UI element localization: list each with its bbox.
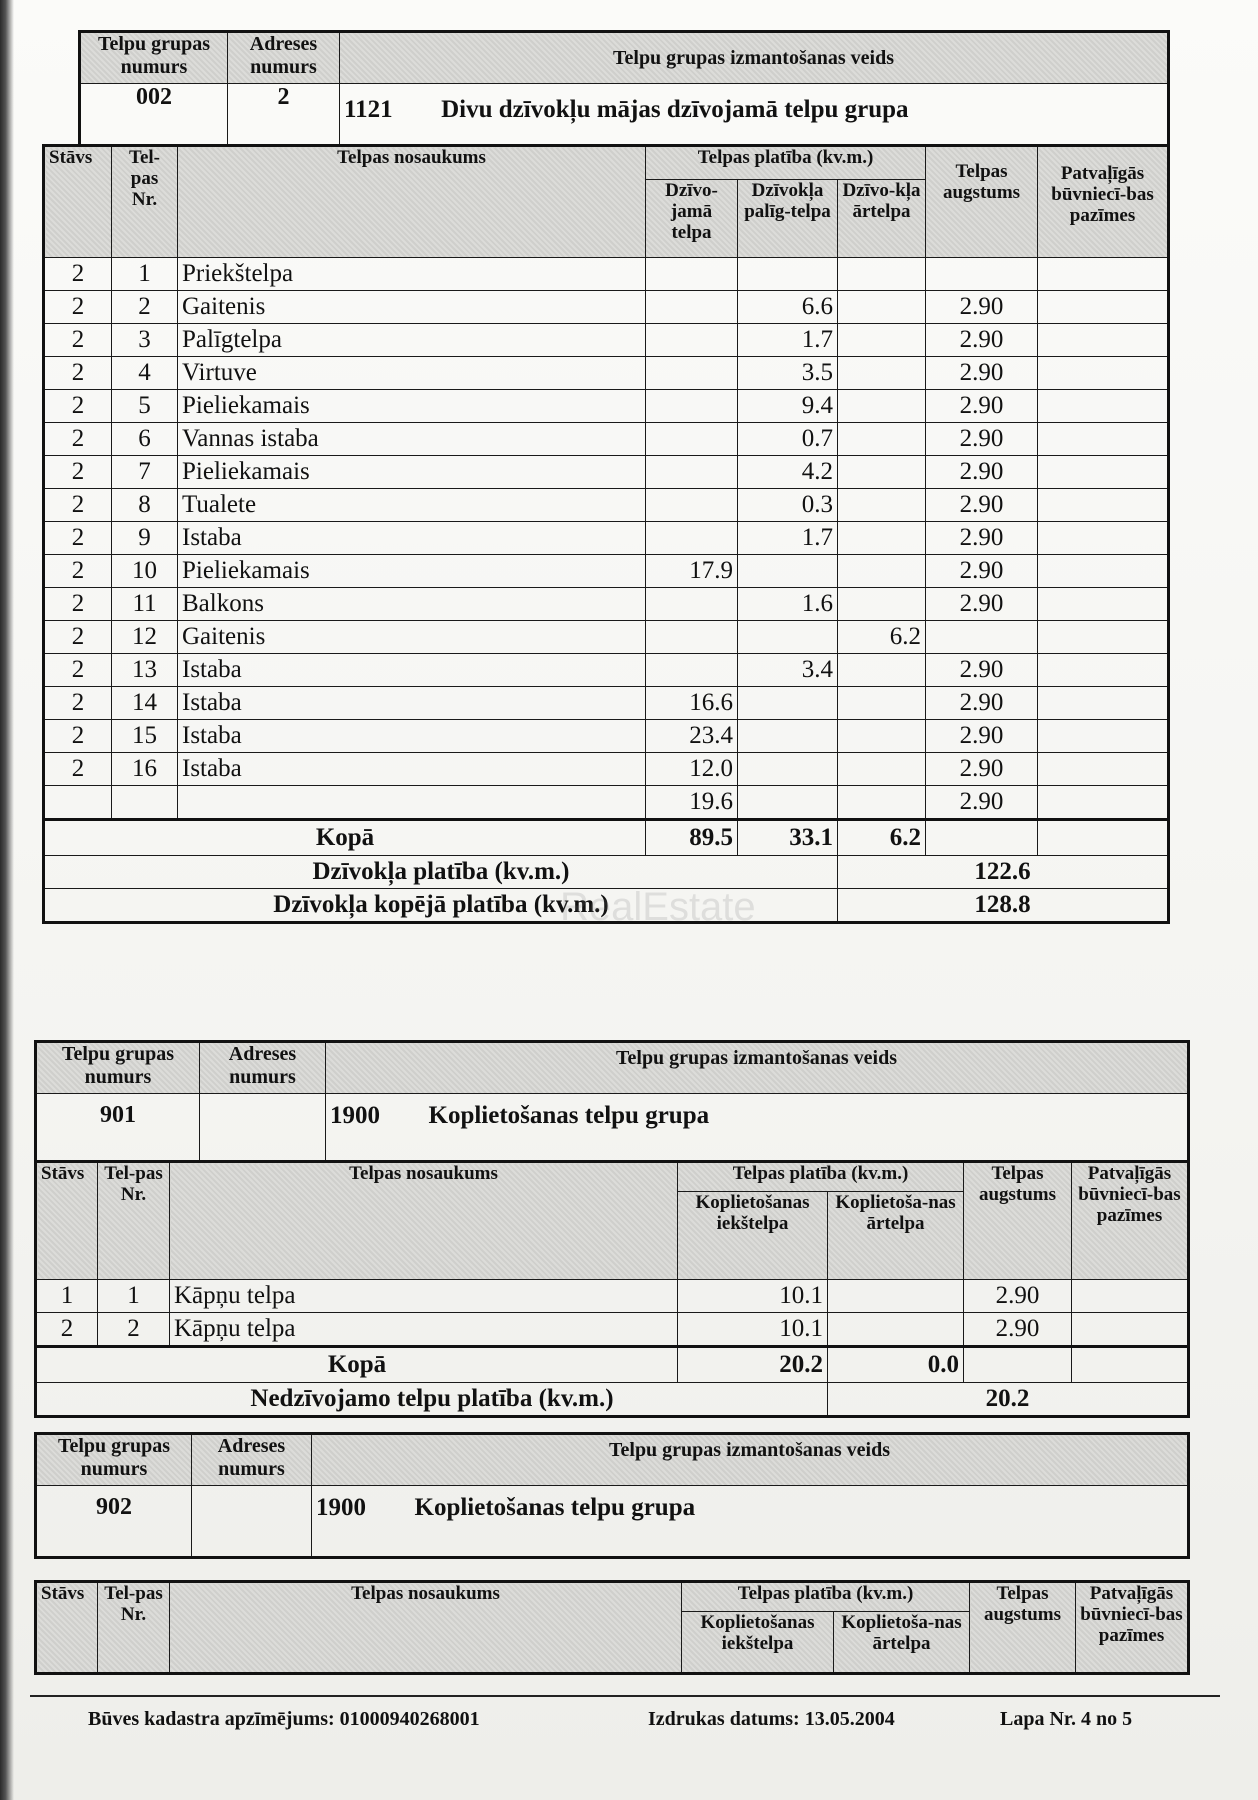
- unauthorized-cell: [1038, 324, 1169, 357]
- hdr-address-number: Adreses numurs: [192, 1434, 312, 1486]
- col-room-no: Tel-pas Nr.: [98, 1582, 170, 1674]
- col-room-no: Tel-pas Nr.: [112, 146, 178, 258]
- table-row: [44, 489, 1169, 522]
- floor-cell: 2: [44, 291, 112, 324]
- table-row: [44, 324, 1169, 357]
- floor-cell: 1: [36, 1280, 98, 1313]
- unauthorized-cell: [1038, 786, 1169, 820]
- aux-area-cell: [738, 753, 838, 786]
- unauthorized-cell: [1072, 1280, 1189, 1313]
- table-row: [44, 357, 1169, 390]
- table-row: [44, 258, 1169, 291]
- address-number-value: 2: [228, 84, 340, 146]
- room-number-cell: 16: [112, 753, 178, 786]
- aux-area-cell: 9.4: [738, 390, 838, 423]
- room-name-cell: Vannas istaba: [178, 423, 646, 456]
- living-area-cell: [646, 654, 738, 687]
- floor-cell: 2: [44, 687, 112, 720]
- floor-cell: 2: [44, 456, 112, 489]
- aux-area-cell: 3.5: [738, 357, 838, 390]
- room-name-cell: Pieliekamais: [178, 456, 646, 489]
- height-cell: 2.90: [926, 720, 1038, 753]
- room-number-cell: 3: [112, 324, 178, 357]
- height-cell: 2.90: [926, 291, 1038, 324]
- height-cell: 2.90: [926, 588, 1038, 621]
- room-name-cell: Virtuve: [178, 357, 646, 390]
- col-room-name: Telpas nosaukums: [170, 1582, 682, 1674]
- floor-cell: 2: [44, 258, 112, 291]
- usage-text: Divu dzīvokļu mājas dzīvojamā telpu grupa: [441, 96, 909, 123]
- col-height: Telpas augstums: [926, 146, 1038, 258]
- aux-area-cell: 1.7: [738, 522, 838, 555]
- table-row: [44, 291, 1169, 324]
- address-number-value: [192, 1486, 312, 1558]
- col-area-living: Dzīvo-jamā telpa: [646, 180, 738, 258]
- height-cell: 2.90: [926, 456, 1038, 489]
- room-name-cell: Pieliekamais: [178, 555, 646, 588]
- living-area-cell: [646, 522, 738, 555]
- col-room-name: Telpas nosaukums: [178, 146, 646, 258]
- aux-area-cell: [738, 258, 838, 291]
- aux-area-cell: [738, 555, 838, 588]
- floor-cell: 2: [44, 489, 112, 522]
- col-unauthorized: Patvaļīgās būvniecī-bas pazīmes: [1038, 146, 1169, 258]
- living-area-cell: 19.6: [646, 786, 738, 820]
- room-name-cell: Istaba: [178, 654, 646, 687]
- usage-value: [312, 1486, 1189, 1558]
- outer-area-cell: [838, 291, 926, 324]
- col-room-name: Telpas nosaukums: [170, 1162, 678, 1280]
- col-floor: Stāvs: [36, 1582, 98, 1674]
- col-unauthorized: Patvaļīgās būvniecī-bas pazīmes: [1072, 1162, 1189, 1280]
- page-edge-shadow: [0, 0, 14, 1800]
- col-area-outer: Koplietoša-nas ārtelpa: [828, 1192, 964, 1280]
- apartment-total-area-value: 128.8: [838, 889, 1169, 923]
- outer-area-cell: [838, 654, 926, 687]
- height-cell: [926, 258, 1038, 291]
- room-number-cell: 2: [98, 1313, 170, 1347]
- outer-area-cell: [838, 390, 926, 423]
- nonresidential-area-label: Nedzīvojamo telpu platība (kv.m.): [36, 1383, 828, 1417]
- table-row: [44, 390, 1169, 423]
- print-date: Izdrukas datums: 13.05.2004: [648, 1708, 895, 1730]
- nonresidential-area-value: 20.2: [828, 1383, 1189, 1417]
- col-height: Telpas augstums: [970, 1582, 1076, 1674]
- aux-area-cell: [738, 720, 838, 753]
- group-901-header-table: [34, 1040, 1190, 1167]
- table-row: [44, 687, 1169, 720]
- room-name-cell: Istaba: [178, 753, 646, 786]
- floor-cell: 2: [44, 522, 112, 555]
- hdr-address-number: Adreses numurs: [228, 32, 340, 84]
- unauthorized-cell: [1038, 621, 1169, 654]
- room-number-cell: 1: [98, 1280, 170, 1313]
- room-number-cell: 11: [112, 588, 178, 621]
- outer-area-cell: [838, 753, 926, 786]
- col-height: Telpas augstums: [964, 1162, 1072, 1280]
- height-cell: 2.90: [964, 1313, 1072, 1347]
- aux-area-cell: 0.7: [738, 423, 838, 456]
- total-inner: 20.2: [678, 1347, 828, 1383]
- aux-area-cell: 6.6: [738, 291, 838, 324]
- outer-area-cell: [838, 456, 926, 489]
- floor-cell: [44, 786, 112, 820]
- table-row: [44, 654, 1169, 687]
- room-number-cell: 6: [112, 423, 178, 456]
- unauthorized-cell: [1038, 489, 1169, 522]
- hdr-group-number: Telpu grupas numurs: [36, 1434, 192, 1486]
- height-cell: 2.90: [926, 390, 1038, 423]
- group-902-header-table: [34, 1432, 1190, 1559]
- total-outer: 0.0: [828, 1347, 964, 1383]
- room-name-cell: Pieliekamais: [178, 390, 646, 423]
- room-name-cell: Istaba: [178, 522, 646, 555]
- aux-area-cell: 1.6: [738, 588, 838, 621]
- height-cell: 2.90: [926, 357, 1038, 390]
- aux-area-cell: 4.2: [738, 456, 838, 489]
- outer-area-cell: [838, 324, 926, 357]
- room-number-cell: 8: [112, 489, 178, 522]
- room-name-cell: Gaitenis: [178, 621, 646, 654]
- room-name-cell: [178, 786, 646, 820]
- aux-area-cell: [738, 786, 838, 820]
- floor-cell: 2: [44, 654, 112, 687]
- floor-cell: 2: [44, 390, 112, 423]
- aux-area-cell: 3.4: [738, 654, 838, 687]
- room-name-cell: Kāpņu telpa: [170, 1280, 678, 1313]
- total-outer: 6.2: [838, 820, 926, 856]
- col-area-aux: Dzīvokļa palīg-telpa: [738, 180, 838, 258]
- cadastre-designation: Būves kadastra apzīmējums: 01000940268001: [88, 1708, 480, 1730]
- outer-area-cell: [838, 588, 926, 621]
- usage-value: [340, 84, 1169, 146]
- height-cell: 2.90: [926, 786, 1038, 820]
- unauthorized-cell: [1038, 720, 1169, 753]
- room-name-cell: Priekštelpa: [178, 258, 646, 291]
- table-row: [44, 522, 1169, 555]
- height-cell: [926, 621, 1038, 654]
- total-label: Kopā: [44, 820, 646, 856]
- table-row: [44, 753, 1169, 786]
- apartment-area-value: 122.6: [838, 856, 1169, 889]
- inner-area-cell: 10.1: [678, 1280, 828, 1313]
- group-002-header-table: [78, 30, 1170, 147]
- room-number-cell: 2: [112, 291, 178, 324]
- col-floor: Stāvs: [36, 1162, 98, 1280]
- room-number-cell: 7: [112, 456, 178, 489]
- outer-area-cell: [838, 522, 926, 555]
- col-floor: Stāvs: [44, 146, 112, 258]
- room-number-cell: 15: [112, 720, 178, 753]
- living-area-cell: [646, 621, 738, 654]
- outer-area-cell: [828, 1280, 964, 1313]
- col-area: Telpas platība (kv.m.): [678, 1162, 964, 1192]
- floor-cell: 2: [44, 588, 112, 621]
- inner-area-cell: 10.1: [678, 1313, 828, 1347]
- hdr-group-number: Telpu grupas numurs: [36, 1042, 200, 1094]
- outer-area-cell: [838, 555, 926, 588]
- unauthorized-cell: [1038, 687, 1169, 720]
- outer-area-cell: 6.2: [838, 621, 926, 654]
- living-area-cell: [646, 324, 738, 357]
- height-cell: 2.90: [926, 489, 1038, 522]
- height-cell: 2.90: [926, 522, 1038, 555]
- height-cell: 2.90: [926, 423, 1038, 456]
- usage-text: Koplietošanas telpu grupa: [428, 1102, 710, 1129]
- outer-area-cell: [838, 489, 926, 522]
- floor-cell: 2: [44, 357, 112, 390]
- unauthorized-cell: [1038, 390, 1169, 423]
- group-number-value: 002: [80, 84, 228, 146]
- col-room-no: Tel-pas Nr.: [98, 1162, 170, 1280]
- height-cell: 2.90: [964, 1280, 1072, 1313]
- table-row: [36, 1280, 1189, 1313]
- height-cell: 2.90: [926, 324, 1038, 357]
- hdr-usage-type: Telpu grupas izmantošanas veids: [340, 32, 1169, 84]
- table-row: [36, 1313, 1189, 1347]
- page-number: Lapa Nr. 4 no 5: [1000, 1708, 1133, 1730]
- outer-area-cell: [838, 720, 926, 753]
- unauthorized-cell: [1038, 291, 1169, 324]
- floor-cell: 2: [44, 555, 112, 588]
- aux-area-cell: [738, 687, 838, 720]
- unauthorized-cell: [1038, 522, 1169, 555]
- group-number-value: 901: [36, 1094, 200, 1166]
- usage-text: Koplietošanas telpu grupa: [414, 1494, 696, 1521]
- unauthorized-cell: [1038, 555, 1169, 588]
- apartment-total-area-label: Dzīvokļa kopējā platība (kv.m.): [44, 889, 838, 923]
- col-area-inner: Koplietošanas iekštelpa: [682, 1612, 834, 1674]
- room-name-cell: Kāpņu telpa: [170, 1313, 678, 1347]
- unauthorized-cell: [1038, 654, 1169, 687]
- room-number-cell: 4: [112, 357, 178, 390]
- unauthorized-cell: [1038, 357, 1169, 390]
- floor-cell: 2: [44, 324, 112, 357]
- living-area-cell: [646, 291, 738, 324]
- living-area-cell: [646, 588, 738, 621]
- aux-area-cell: 0.3: [738, 489, 838, 522]
- outer-area-cell: [838, 423, 926, 456]
- living-area-cell: [646, 456, 738, 489]
- unauthorized-cell: [1038, 588, 1169, 621]
- outer-area-cell: [838, 786, 926, 820]
- height-cell: 2.90: [926, 687, 1038, 720]
- table-row: [44, 621, 1169, 654]
- group-number-value: 902: [36, 1486, 192, 1558]
- table-row: [44, 786, 1169, 820]
- room-number-cell: 9: [112, 522, 178, 555]
- table-row: [44, 423, 1169, 456]
- group-901-rooms-table: [34, 1160, 1190, 1418]
- living-area-cell: [646, 390, 738, 423]
- living-area-cell: [646, 357, 738, 390]
- living-area-cell: [646, 258, 738, 291]
- unauthorized-cell: [1038, 258, 1169, 291]
- room-number-cell: 12: [112, 621, 178, 654]
- room-name-cell: Gaitenis: [178, 291, 646, 324]
- room-number-cell: 13: [112, 654, 178, 687]
- room-number-cell: 1: [112, 258, 178, 291]
- usage-code: 1900: [330, 1102, 380, 1129]
- floor-cell: 2: [44, 423, 112, 456]
- address-number-value: [200, 1094, 326, 1166]
- floor-cell: 2: [44, 720, 112, 753]
- unauthorized-cell: [1072, 1313, 1189, 1347]
- room-name-cell: Istaba: [178, 687, 646, 720]
- living-area-cell: [646, 489, 738, 522]
- living-area-cell: 16.6: [646, 687, 738, 720]
- col-area-outer: Dzīvo-kļa ārtelpa: [838, 180, 926, 258]
- height-cell: 2.90: [926, 654, 1038, 687]
- floor-cell: 2: [36, 1313, 98, 1347]
- total-aux: 33.1: [738, 820, 838, 856]
- room-number-cell: [112, 786, 178, 820]
- height-cell: 2.90: [926, 555, 1038, 588]
- col-unauthorized: Patvaļīgās būvniecī-bas pazīmes: [1076, 1582, 1189, 1674]
- floor-cell: 2: [44, 621, 112, 654]
- living-area-cell: 17.9: [646, 555, 738, 588]
- room-number-cell: 10: [112, 555, 178, 588]
- aux-area-cell: [738, 621, 838, 654]
- group-002-rooms-table: [42, 144, 1170, 924]
- outer-area-cell: [838, 258, 926, 291]
- hdr-address-number: Adreses numurs: [200, 1042, 326, 1094]
- watermark: RealEstate: [560, 885, 756, 929]
- apartment-area-label: Dzīvokļa platība (kv.m.): [44, 856, 838, 889]
- room-number-cell: 5: [112, 390, 178, 423]
- footer-rule: [30, 1695, 1220, 1697]
- room-number-cell: 14: [112, 687, 178, 720]
- outer-area-cell: [838, 687, 926, 720]
- col-area: Telpas platība (kv.m.): [682, 1582, 970, 1612]
- group-902-rooms-table: [34, 1580, 1190, 1675]
- usage-code: 1121: [344, 96, 393, 123]
- hdr-group-number: Telpu grupas numurs: [80, 32, 228, 84]
- usage-value: [326, 1094, 1189, 1166]
- outer-area-cell: [828, 1313, 964, 1347]
- room-name-cell: Istaba: [178, 720, 646, 753]
- aux-area-cell: 1.7: [738, 324, 838, 357]
- col-area: Telpas platība (kv.m.): [646, 146, 926, 180]
- hdr-usage-type: Telpu grupas izmantošanas veids: [312, 1434, 1189, 1486]
- floor-cell: 2: [44, 753, 112, 786]
- room-name-cell: Palīgtelpa: [178, 324, 646, 357]
- table-row: [44, 588, 1169, 621]
- table-row: [44, 456, 1169, 489]
- unauthorized-cell: [1038, 423, 1169, 456]
- col-area-inner: Koplietošanas iekštelpa: [678, 1192, 828, 1280]
- unauthorized-cell: [1038, 456, 1169, 489]
- col-area-outer: Koplietoša-nas ārtelpa: [834, 1612, 970, 1674]
- outer-area-cell: [838, 357, 926, 390]
- living-area-cell: [646, 423, 738, 456]
- hdr-usage-type: Telpu grupas izmantošanas veids: [326, 1042, 1189, 1094]
- living-area-cell: 12.0: [646, 753, 738, 786]
- usage-code: 1900: [316, 1494, 366, 1521]
- living-area-cell: 23.4: [646, 720, 738, 753]
- unauthorized-cell: [1038, 753, 1169, 786]
- height-cell: 2.90: [926, 753, 1038, 786]
- table-row: [44, 720, 1169, 753]
- room-name-cell: Tualete: [178, 489, 646, 522]
- total-living: 89.5: [646, 820, 738, 856]
- table-row: [44, 555, 1169, 588]
- total-label: Kopā: [36, 1347, 678, 1383]
- room-name-cell: Balkons: [178, 588, 646, 621]
